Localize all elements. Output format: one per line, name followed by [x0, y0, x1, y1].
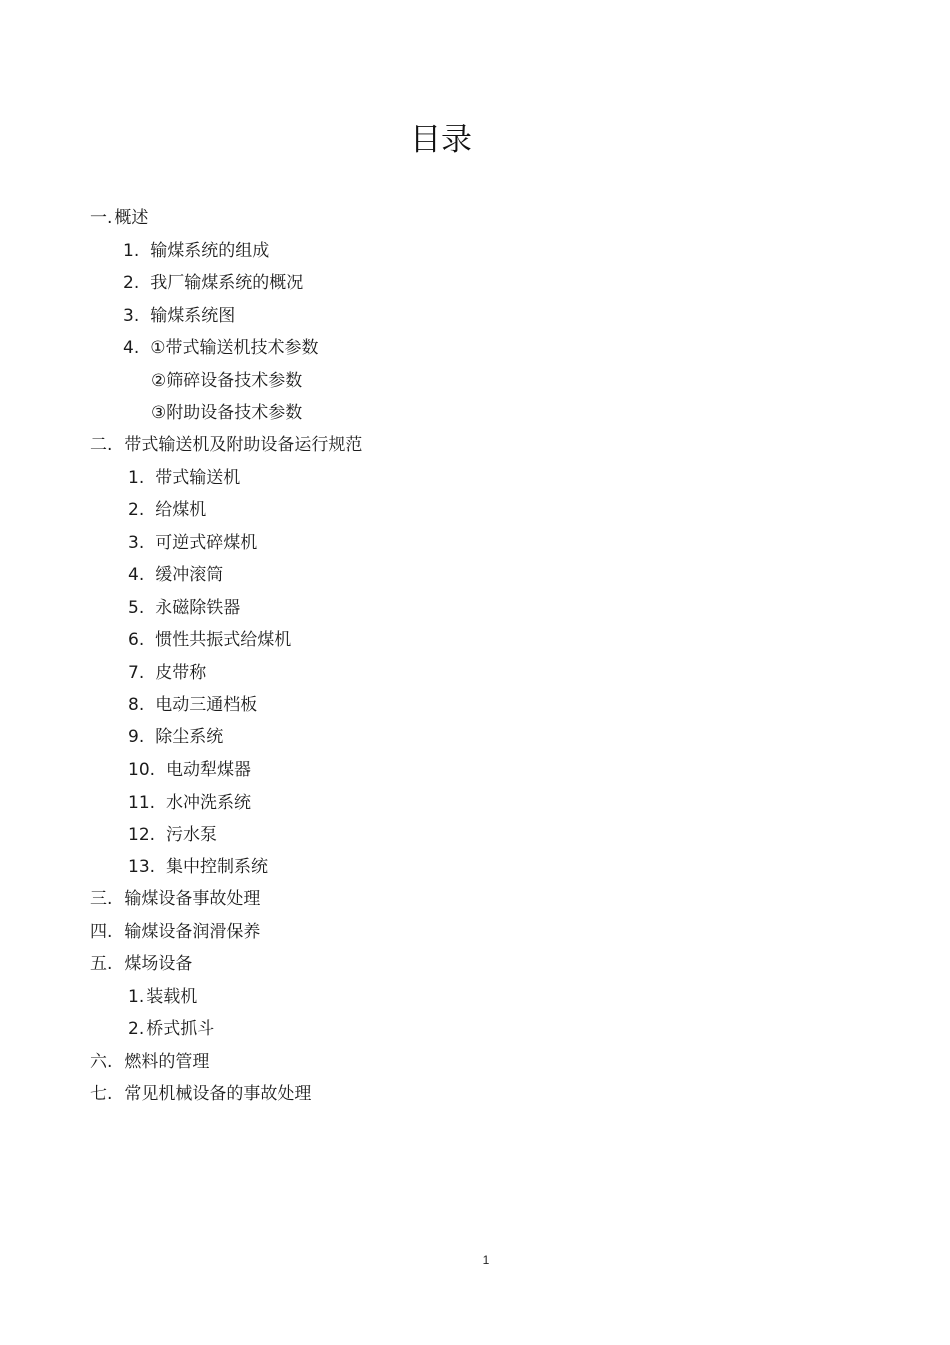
toc-item — [128, 466, 240, 490]
toc-item — [128, 1017, 214, 1041]
toc-item — [128, 531, 257, 555]
toc-number: 1. — [123, 241, 140, 261]
toc-number: 2. — [128, 500, 145, 520]
toc-number: 3. — [123, 306, 140, 326]
toc-text: 皮带称 — [155, 663, 207, 683]
toc-item — [128, 791, 251, 815]
toc-item — [123, 271, 303, 295]
toc-section-fuel-management — [90, 1050, 209, 1074]
toc-item — [151, 401, 302, 425]
toc-item — [128, 725, 223, 749]
toc-text: 输煤设备事故处理 — [124, 889, 261, 909]
toc-item — [128, 498, 206, 522]
toc-text: 除尘系统 — [155, 727, 224, 747]
toc-text: 输煤系统图 — [150, 306, 236, 326]
toc-section-accident-handling — [90, 887, 260, 911]
toc-number: 7. — [128, 663, 145, 683]
toc-text: 永磁除铁器 — [155, 598, 241, 618]
toc-text: 常见机械设备的事故处理 — [124, 1084, 312, 1104]
toc-number: 二. — [90, 435, 113, 455]
toc-item — [128, 563, 223, 587]
toc-item — [123, 336, 318, 360]
toc-section-overview — [90, 206, 148, 230]
toc-number: 五. — [90, 954, 113, 974]
toc-number: 11. — [128, 793, 156, 813]
toc-number: 6. — [128, 630, 145, 650]
toc-number: 七. — [90, 1084, 113, 1104]
toc-text: ②筛碎设备技术参数 — [151, 371, 303, 391]
toc-text: 给煤机 — [155, 500, 207, 520]
toc-text: 煤场设备 — [124, 954, 193, 974]
toc-text: 我厂输煤系统的概况 — [150, 273, 304, 293]
page-title: 目录 — [410, 122, 472, 158]
toc-text: 电动三通档板 — [155, 695, 258, 715]
toc-section-belt-conveyor — [90, 433, 362, 457]
toc-item — [123, 304, 235, 328]
toc-number: 5. — [128, 598, 145, 618]
toc-item — [128, 628, 291, 652]
toc-section-mechanical-accidents — [90, 1082, 311, 1106]
toc-text: 缓冲滚筒 — [155, 565, 224, 585]
toc-section-coal-yard — [90, 952, 192, 976]
toc-text: 电动犁煤器 — [166, 760, 252, 780]
toc-item — [128, 758, 251, 782]
toc-item — [128, 661, 206, 685]
toc-number: 4. — [128, 565, 145, 585]
toc-item — [123, 239, 269, 263]
toc-number: 10. — [128, 760, 156, 780]
toc-text: 带式输送机及附助设备运行规范 — [124, 435, 363, 455]
toc-text: ③附助设备技术参数 — [151, 403, 303, 423]
toc-item — [128, 985, 197, 1009]
toc-number: 1. — [128, 987, 145, 1007]
toc-item — [151, 369, 302, 393]
toc-number: 2. — [123, 273, 140, 293]
toc-number: 三. — [90, 889, 113, 909]
toc-number: 13. — [128, 857, 156, 877]
toc-text: 可逆式碎煤机 — [155, 533, 258, 553]
toc-section-lubrication — [90, 920, 260, 944]
toc-number: 六. — [90, 1052, 113, 1072]
toc-text: 装载机 — [146, 987, 198, 1007]
toc-number: 8. — [128, 695, 145, 715]
page-number: 1 — [482, 1253, 490, 1267]
toc-text: 桥式抓斗 — [146, 1019, 215, 1039]
toc-number: 1. — [128, 468, 145, 488]
toc-item — [128, 855, 268, 879]
toc-text: 惯性共振式给煤机 — [155, 630, 292, 650]
toc-number: 一. — [90, 208, 113, 228]
toc-text: 概述 — [114, 208, 149, 228]
toc-text: 集中控制系统 — [166, 857, 269, 877]
toc-text: 输煤设备润滑保养 — [124, 922, 261, 942]
toc-item — [128, 823, 217, 847]
toc-text: ①带式输送机技术参数 — [150, 338, 319, 358]
toc-text: 带式输送机 — [155, 468, 241, 488]
toc-text: 水冲洗系统 — [166, 793, 252, 813]
toc-number: 9. — [128, 727, 145, 747]
toc-number: 四. — [90, 922, 113, 942]
toc-item — [128, 693, 257, 717]
toc-item — [128, 596, 240, 620]
toc-text: 输煤系统的组成 — [150, 241, 270, 261]
toc-text: 燃料的管理 — [124, 1052, 210, 1072]
toc-number: 4. — [123, 338, 140, 358]
toc-number: 12. — [128, 825, 156, 845]
toc-number: 3. — [128, 533, 145, 553]
toc-text: 污水泵 — [166, 825, 218, 845]
toc-number: 2. — [128, 1019, 145, 1039]
